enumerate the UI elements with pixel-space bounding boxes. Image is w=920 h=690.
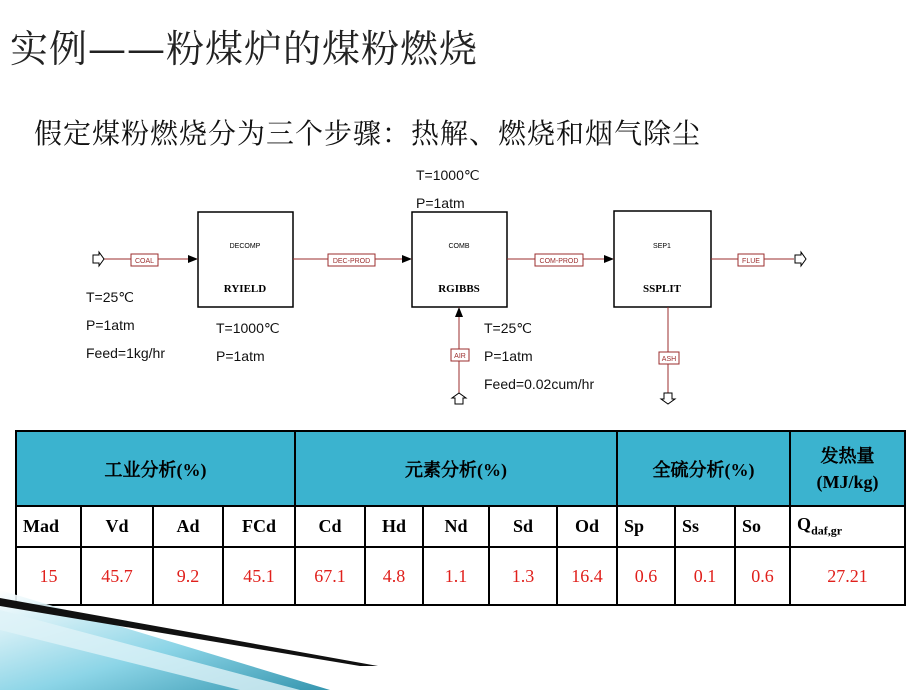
slide-subtitle: 假定煤粉燃烧分为三个步骤：热解、燃烧和烟气除尘 [34,117,702,150]
air-temperature: T=25℃ [484,320,533,336]
value-fcd: 45.1 [223,547,295,605]
col-od: Od [557,506,617,547]
col-mad: Mad [16,506,81,547]
table-column-header-row [16,506,905,547]
group-sulfur-analysis: 全硫分析(%) [617,431,790,506]
block-comb-id: COMB [448,243,470,250]
value-od: 16.4 [557,547,617,605]
value-sd: 1.3 [489,547,557,605]
air-pressure: P=1atm [484,348,533,364]
decomp-pressure: P=1atm [216,348,265,364]
group-heating-value [790,431,905,506]
stream-dec-prod-label: DEC-PROD [332,258,371,265]
col-sp: Sp [617,506,675,547]
block-comb-model: RGIBBS [438,283,480,295]
col-sd: Sd [489,506,557,547]
value-cd: 67.1 [295,547,365,605]
col-hd: Hd [365,506,423,547]
comb-temperature: T=1000℃ [416,167,480,183]
value-ad: 9.2 [153,547,223,605]
table-group-header-row [16,431,905,506]
stream-coal-label: COAL [134,258,155,265]
group-ultimate-analysis: 元素分析(%) [295,431,617,506]
value-so: 0.6 [735,547,790,605]
stream-ash-label: ASH [661,356,677,363]
col-vd: Vd [81,506,153,547]
comb-conditions [416,161,480,217]
block-sep1-id: SEP1 [653,243,671,250]
col-ad: Ad [153,506,223,547]
stream-com-prod-label: COM-PROD [539,258,579,265]
coal-analysis-table [15,430,906,606]
comb-pressure: P=1atm [416,195,465,211]
coal-pressure: P=1atm [86,317,135,333]
col-cd: Cd [295,506,365,547]
block-decomp-model: RYIELD [223,283,267,295]
air-feed: Feed=0.02cum/hr [484,376,595,392]
col-q-subscript: daf,gr [811,523,843,538]
heating-value-unit: (MJ/kg) [816,471,879,492]
col-so: So [735,506,790,547]
col-nd: Nd [423,506,489,547]
stream-flue-label: FLUE [742,258,760,265]
heating-value-label: 发热量 [820,445,875,466]
col-fcd: FCd [223,506,295,547]
value-sp: 0.6 [617,547,675,605]
coal-feed: Feed=1kg/hr [86,345,165,361]
decomp-conditions [216,314,280,370]
value-mad: 15 [16,547,81,605]
col-q-daf-gr [790,506,905,547]
decomp-temperature: T=1000℃ [216,320,280,336]
block-decomp-id: DECOMP [229,243,261,250]
stream-air-label: AIR [454,353,466,360]
slide-decoration [0,590,920,690]
value-vd: 45.7 [81,547,153,605]
value-ss: 0.1 [675,547,735,605]
air-conditions [484,314,594,398]
coal-conditions [86,283,165,367]
value-hd: 4.8 [365,547,423,605]
col-q-symbol: Q [797,514,812,535]
value-nd: 1.1 [423,547,489,605]
coal-temperature: T=25℃ [86,289,135,305]
group-proximate-analysis: 工业分析(%) [16,431,295,506]
block-sep1-model: SSPLIT [643,283,681,295]
value-qdaf: 27.21 [790,547,905,605]
slide-title: 实例——粉煤炉的煤粉燃烧 [10,27,479,71]
col-ss: Ss [675,506,735,547]
